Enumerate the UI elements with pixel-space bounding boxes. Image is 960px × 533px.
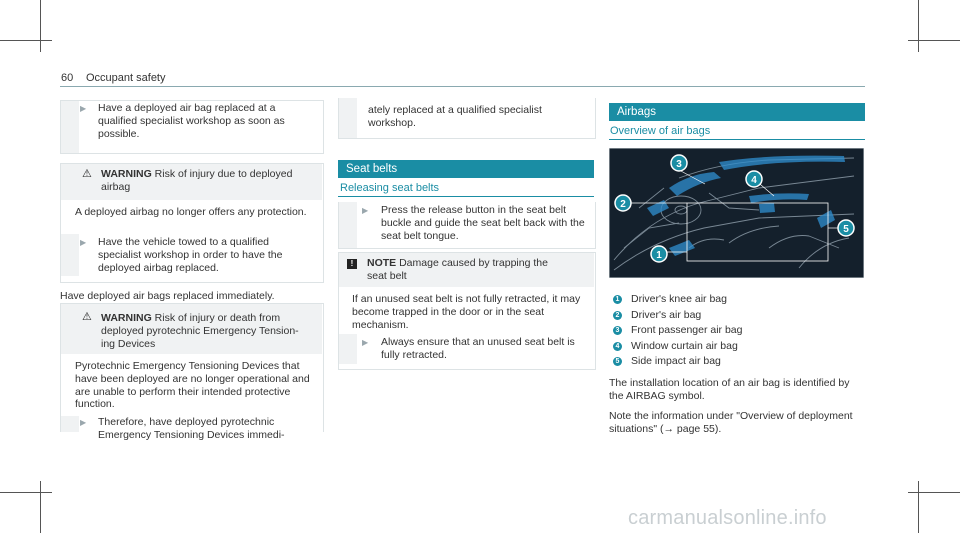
step-arrow-icon: ▶ <box>362 206 369 215</box>
legend-number: 2 <box>613 311 622 320</box>
legend-item: Side impact air bag <box>631 355 721 367</box>
step-text: Always ensure that an unused seat belt is fully retracted. <box>381 336 575 361</box>
note-text: Damage caused by trapping the seat belt <box>367 257 548 282</box>
step-arrow-icon: ▶ <box>80 104 87 113</box>
figure-marker-5: 5 <box>843 224 849 235</box>
paragraph: Note the information under "Overview of deployment situations" (→ page 55). <box>609 410 853 435</box>
step-bar <box>61 234 79 276</box>
step-arrow-icon: ▶ <box>80 418 87 427</box>
header-divider <box>60 86 865 87</box>
legend-number: 4 <box>613 342 622 351</box>
legend-number: 5 <box>613 357 622 366</box>
crop-mark <box>0 40 52 41</box>
legend-item: Window curtain air bag <box>631 340 738 352</box>
warning-label: WARNING <box>101 312 152 324</box>
subheading-releasing-seat-belts: Releasing seat belts <box>340 182 440 194</box>
paragraph: The installation location of an air bag is identified by the AIRBAG symbol. <box>609 377 850 402</box>
warning-icon: ⚠ <box>82 168 92 180</box>
step-bar <box>339 334 357 364</box>
crop-mark <box>918 481 919 533</box>
warning-label: WARNING <box>101 168 152 180</box>
subheading-overview-of-air-bags: Overview of air bags <box>610 125 711 137</box>
watermark: carmanualsonline.info <box>628 507 827 529</box>
warning-body: A deployed airbag no longer offers any protection. <box>75 206 307 218</box>
legend-item: Driver's knee air bag <box>631 293 727 305</box>
subheading-underline <box>609 139 865 140</box>
figure-marker-3: 3 <box>676 159 682 170</box>
warning-title <box>101 312 311 350</box>
legend-item: Front passenger air bag <box>631 324 743 336</box>
page-number: 60 <box>61 72 74 84</box>
step-text: Therefore, have deployed pyrotechnic Emergency Tensioning Devices immedi- <box>98 416 285 441</box>
figure-marker-2: 2 <box>620 199 626 210</box>
section-title-airbags: Airbags <box>609 103 865 121</box>
warning-body: Pyrotechnic Emergency Tensioning Devices that have been deployed are no longer operational and are unable to perform their intended protective function. <box>75 360 310 411</box>
paragraph: Have deployed air bags replaced immediately. <box>60 290 275 302</box>
warning-title <box>101 168 311 194</box>
legend-number: 3 <box>613 326 622 335</box>
note-body: If an unused seat belt is not fully retracted, it may become trapped in the door or in the seat mechanism. <box>352 293 581 331</box>
section-header: Occupant safety <box>86 72 166 84</box>
warning-text: Risk of injury due to deployed airbag <box>101 168 293 193</box>
note-title <box>367 257 567 283</box>
note-icon: ! <box>347 259 357 269</box>
step-arrow-icon: ▶ <box>80 238 87 247</box>
continued-text: ately replaced at a qualified specialist workshop. <box>368 104 542 129</box>
crop-mark <box>0 492 52 493</box>
figure-marker-1: 1 <box>656 250 662 261</box>
step-bar <box>61 416 79 432</box>
crop-mark <box>40 481 41 533</box>
crop-mark <box>40 0 41 52</box>
figure-marker-4: 4 <box>751 175 757 186</box>
step-text: Press the release button in the seat belt buckle and guide the seat belt back with the seat belt tongue. <box>381 204 585 242</box>
crop-mark <box>908 40 960 41</box>
warning-icon: ⚠ <box>82 311 92 323</box>
note-label: NOTE <box>367 257 397 269</box>
crop-mark <box>908 492 960 493</box>
legend-item: Driver's air bag <box>631 309 702 321</box>
legend-number: 1 <box>613 295 622 304</box>
step-text: Have a deployed air bag replaced at a qualified specialist workshop as soon as possible. <box>98 102 285 140</box>
warning-text: Risk of injury or death from deployed pyrotechnic Emergency Tension-ing Devices <box>101 312 299 350</box>
airbag-overview-figure <box>609 148 864 278</box>
step-arrow-icon: ▶ <box>362 338 369 347</box>
step-text: Have the vehicle towed to a qualified specialist workshop in order to have the deployed airbag replaced. <box>98 236 283 274</box>
crop-mark <box>918 0 919 52</box>
subheading-underline <box>338 196 594 197</box>
section-title-seat-belts: Seat belts <box>338 160 594 178</box>
